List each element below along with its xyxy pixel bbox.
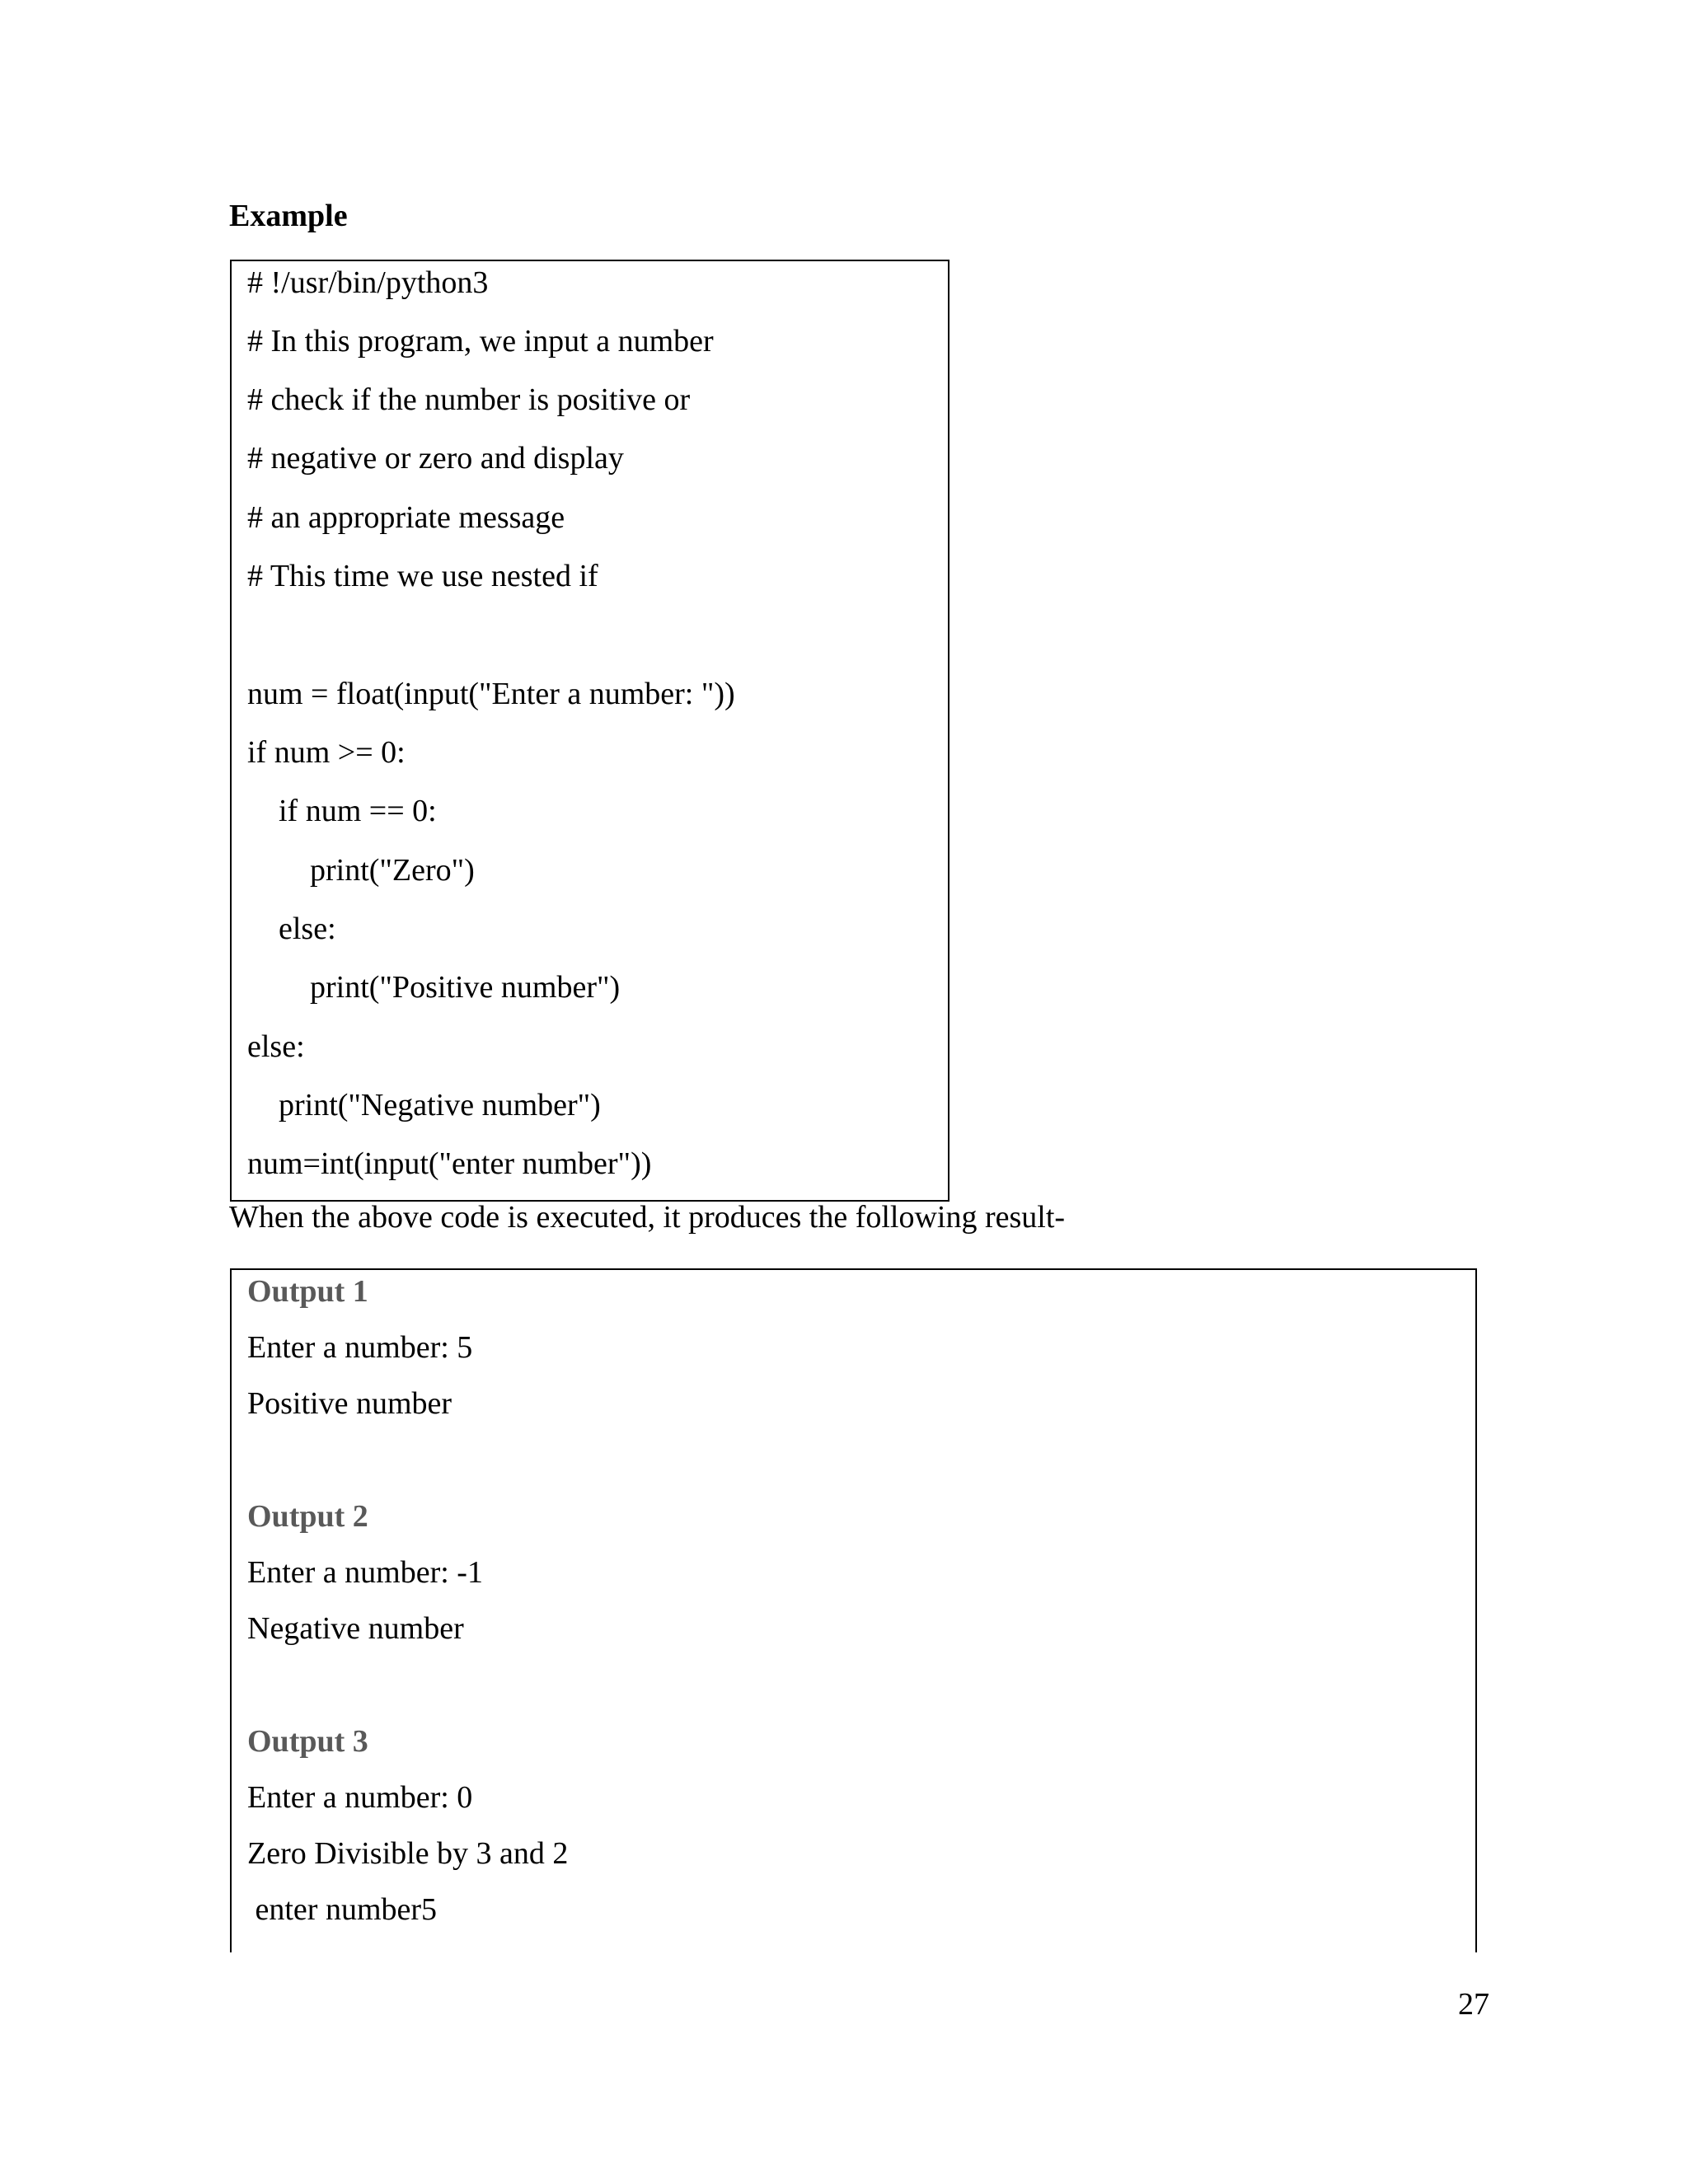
code-line: num=int(input("enter number"))	[247, 1146, 652, 1181]
code-line: else:	[247, 912, 336, 946]
code-line: print("Zero")	[247, 853, 475, 888]
code-line: # negative or zero and display	[247, 441, 624, 476]
output-line: Enter a number: -1	[247, 1555, 483, 1590]
output-block	[230, 1268, 1477, 1952]
output-line: Zero Divisible by 3 and 2	[247, 1836, 569, 1871]
code-line: if num >= 0:	[247, 735, 406, 770]
result-intro-text: When the above code is executed, it produces the following result-	[229, 1200, 1066, 1235]
output-line: Enter a number: 0	[247, 1780, 473, 1815]
output-line: enter number5	[247, 1892, 438, 1927]
code-block	[230, 260, 950, 1202]
code-line: else:	[247, 1029, 305, 1064]
page-number: 27	[1458, 1987, 1489, 2022]
output-line: Enter a number: 5	[247, 1330, 473, 1365]
output-1-label: Output 1	[247, 1274, 368, 1309]
code-line: if num == 0:	[247, 794, 437, 828]
output-line: Positive number	[247, 1386, 452, 1421]
code-line: # In this program, we input a number	[247, 324, 714, 359]
code-line: # This time we use nested if	[247, 559, 598, 593]
code-line: print("Positive number")	[247, 970, 621, 1005]
section-heading: Example	[229, 199, 348, 233]
code-line: # check if the number is positive or	[247, 382, 691, 417]
code-line: # an appropriate message	[247, 500, 565, 535]
output-3-label: Output 3	[247, 1724, 368, 1759]
output-2-label: Output 2	[247, 1499, 368, 1534]
output-line: Negative number	[247, 1611, 464, 1646]
code-line: # !/usr/bin/python3	[247, 265, 489, 300]
code-line: print("Negative number")	[247, 1088, 601, 1122]
code-line: num = float(input("Enter a number: "))	[247, 677, 735, 711]
